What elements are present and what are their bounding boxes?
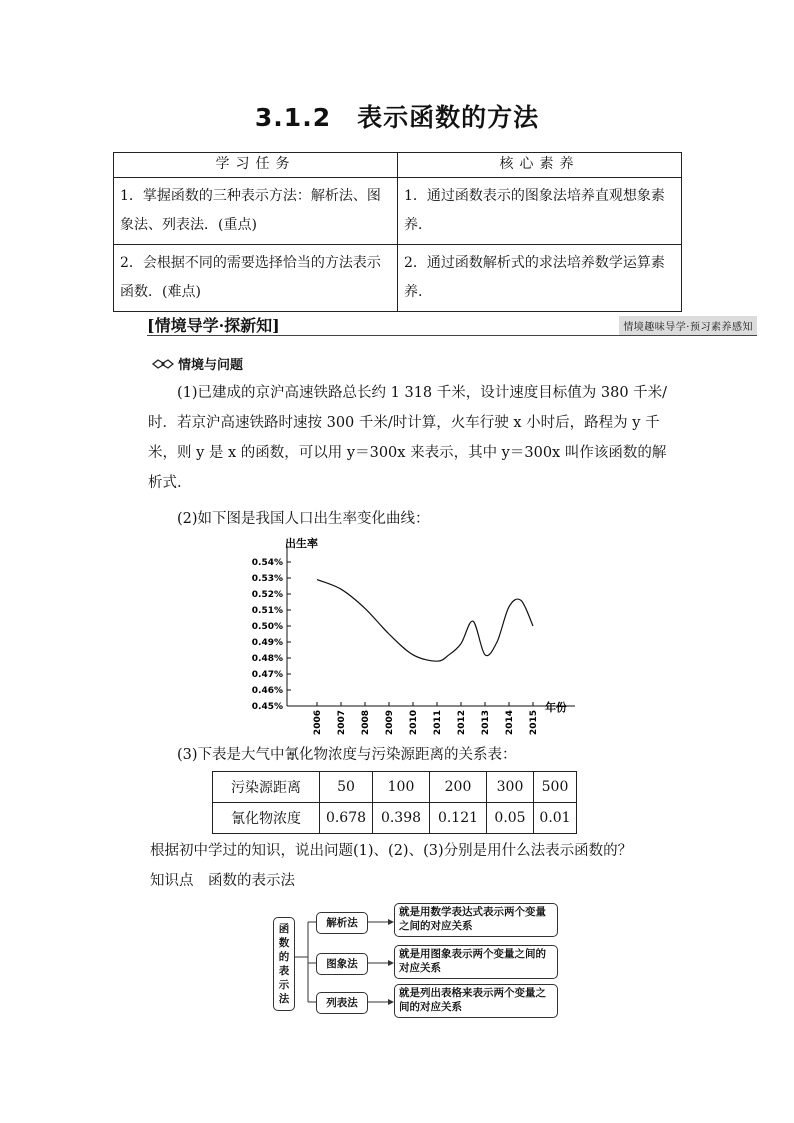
situation-heading	[152, 354, 243, 373]
table-cell: 0.05	[487, 803, 534, 834]
x-tick-label: 2014	[505, 710, 515, 736]
paragraph-problem-3: (3)下表是大气中氰化物浓度与污染源距离的关系表：	[177, 747, 517, 763]
representation-methods-mindmap	[270, 895, 560, 1020]
y-tick-label: 0.46%	[251, 686, 283, 696]
method-label: 列表法	[326, 997, 358, 1009]
table-cell: 300	[487, 772, 534, 803]
y-tick-label: 0.48%	[251, 654, 283, 664]
handshake-icon	[152, 357, 174, 371]
birth-rate-chart	[245, 536, 585, 736]
y-tick-label: 0.52%	[251, 590, 283, 600]
header-core-literacy: 核心素养	[398, 153, 682, 178]
table-cell: 500	[534, 772, 577, 803]
paragraph-problem-1: (1)已建成的京沪高速铁路总长约 1 318 千米，设计速度目标值为 380 千米/时．若京沪高速铁路时速按 300 千米/时计算，火车行驶 x 小时后，路程为 y 千米，则 y 是 x 的函数，可以用 y＝300x 来表示，其中 y＝300x 叫作该函数的解析式.	[148, 385, 668, 491]
x-tick-label: 2015	[529, 710, 539, 736]
birth-rate-series-line	[317, 580, 533, 662]
section-title: [情境导学·探新知]	[147, 316, 280, 335]
y-tick-label: 0.50%	[251, 622, 283, 632]
mindmap-desc-tabular	[394, 984, 558, 1018]
mindmap-desc-graphic	[394, 945, 558, 979]
table-row	[213, 803, 577, 834]
section-tag: 情境趣味导学·预习素养感知	[619, 316, 757, 335]
mindmap-root	[273, 917, 295, 1011]
table-cell: 氰化物浓度	[213, 803, 320, 834]
method-label: 图象法	[326, 958, 358, 970]
x-tick-label: 2011	[433, 710, 443, 736]
mindmap-method-graphic	[316, 953, 368, 975]
paragraph-problem-2: (2)如下图是我国人口出生率变化曲线：	[177, 511, 430, 527]
table-cell: 100	[373, 772, 430, 803]
y-axis-label: 出生率	[285, 537, 318, 550]
table-cell: 0.398	[373, 803, 430, 834]
x-tick-label: 2009	[385, 710, 395, 736]
method-description: 就是用数学表达式表示两个变量之间的对应关系	[399, 906, 546, 932]
x-tick-label: 2008	[361, 710, 371, 736]
mindmap-root-label: 函数的表示法	[278, 923, 290, 1005]
knowledge-point-heading: 知识点 函数的表示法	[150, 873, 295, 889]
literacy-cell: 2．通过函数解析式的求法培养数学运算素养.	[398, 245, 682, 312]
y-tick-label: 0.45%	[251, 702, 283, 712]
y-tick-label: 0.53%	[251, 574, 283, 584]
situation-heading-label: 情境与问题	[178, 358, 244, 373]
mindmap-method-tabular	[316, 992, 368, 1014]
header-learning-tasks: 学习任务	[114, 153, 398, 178]
task-cell: 1．掌握函数的三种表示方法：解析法、图象法、列表法．(重点)	[114, 178, 398, 245]
table-cell: 污染源距离	[213, 772, 320, 803]
table-cell: 200	[430, 772, 487, 803]
table-row	[213, 772, 577, 803]
table-cell: 0.01	[534, 803, 577, 834]
method-label: 解析法	[326, 917, 358, 929]
section-header	[147, 313, 757, 336]
y-tick-label: 0.51%	[251, 606, 283, 616]
method-description: 就是列出表格来表示两个变量之间的对应关系	[399, 987, 546, 1013]
x-tick-label: 2007	[337, 710, 347, 736]
table-cell: 0.121	[430, 803, 487, 834]
birth-rate-chart-svg	[245, 536, 585, 736]
table-cell: 0.678	[320, 803, 373, 834]
mindmap-desc-analytic	[394, 903, 558, 937]
literacy-cell: 1．通过函数表示的图象法培养直观想象素养．	[398, 178, 682, 245]
y-tick-label: 0.49%	[251, 638, 283, 648]
x-tick-label: 2010	[409, 710, 419, 736]
page-title: 3.1.2 表示函数的方法	[254, 103, 540, 132]
paragraph-question: 根据初中学过的知识，说出问题(1)、(2)、(3)分别是用什么法表示函数的？	[150, 843, 633, 859]
task-cell: 2．会根据不同的需要选择恰当的方法表示函数．(难点)	[114, 245, 398, 312]
x-tick-label: 2006	[313, 710, 323, 736]
learning-tasks-table	[113, 152, 682, 312]
y-tick-label: 0.54%	[251, 558, 283, 568]
table-cell: 50	[320, 772, 373, 803]
x-tick-label: 2012	[457, 710, 467, 736]
cyanide-concentration-table	[212, 771, 577, 834]
y-tick-label: 0.47%	[251, 670, 283, 680]
x-tick-label: 2013	[481, 710, 491, 736]
method-description: 就是用图象表示两个变量之间的对应关系	[399, 948, 546, 974]
x-axis-label: 年份	[545, 701, 567, 714]
mindmap-method-analytic	[316, 912, 368, 934]
